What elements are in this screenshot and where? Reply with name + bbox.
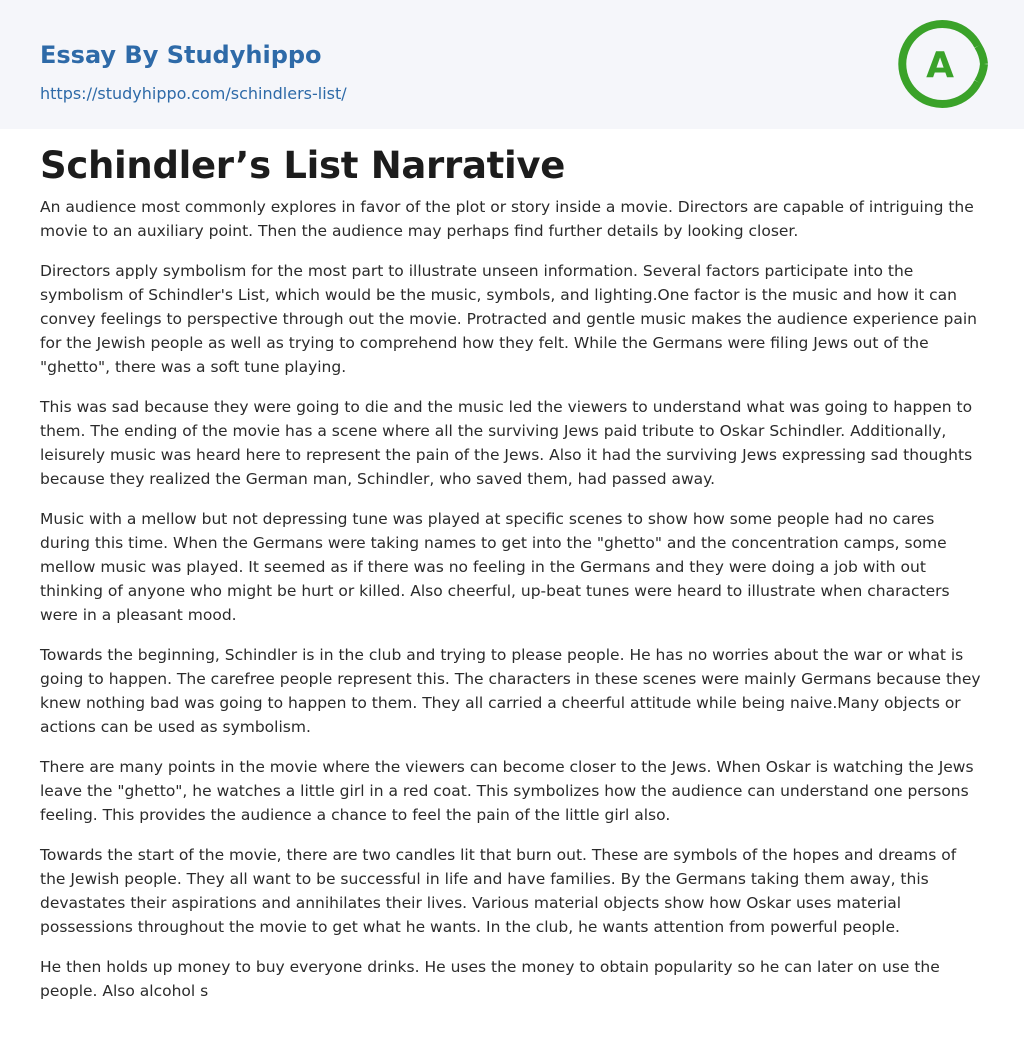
paragraph-2: Directors apply symbolism for the most part to illustrate unseen information. Several factors participate into the symbolism of Schindler's List, which would be the music, symbols, and lighting.One factor is the music and how it can convey feelings to perspective through out the movie. Protracted and gentle music makes the audience experience pain for the Jewish people as well as trying to comprehend how they felt. While the Germans were filing Jews out of the "ghetto", there was a soft tune playing. <box>40 262 977 376</box>
paragraph-8: He then holds up money to buy everyone drinks. He uses the money to obtain popularity so he can later on use the people. Also alcohol s <box>40 958 940 1000</box>
paragraph-7: Towards the start of the movie, there are two candles lit that burn out. These are symbols of the hopes and dreams of the Jewish people. They all want to be successful in life and have families. By the Germans taking them away, this devastates their aspirations and annihilates their lives. Various material objects show how Oskar uses material possessions throughout the movie to get what he wants. In the club, he wants attention from powerful people. <box>40 846 957 936</box>
source-url-link[interactable]: https://studyhippo.com/schindlers-list/ <box>40 84 347 103</box>
article-body <box>40 195 984 1019</box>
paragraph-5: Towards the beginning, Schindler is in the club and trying to please people. He has no worries about the war or what is going to happen. The carefree people represent this. The characters in these scenes were mainly Germans because they knew nothing bad was going to happen to them. They all carried a cheerful attitude while being naive.Many objects or actions can be used as symbolism. <box>40 646 981 736</box>
paragraph-4: Music with a mellow but not depressing tune was played at specific scenes to show how some people had no cares during this time. When the Germans were taking names to get into the "ghetto" and the concentration camps, some mellow music was played. It seemed as if there was no feeling in the Germans and they were doing a job with out thinking of anyone who might be hurt or killed. Also cheerful, up-beat tunes were heard to illustrate when characters were in a pleasant mood. <box>40 510 950 624</box>
site-brand[interactable]: Essay By Studyhippo <box>40 41 322 69</box>
circle-a-logo-icon[interactable] <box>896 16 992 112</box>
logo-letter: A <box>926 45 954 86</box>
paragraph-6: There are many points in the movie where the viewers can become closer to the Jews. When Oskar is watching the Jews leave the "ghetto", he watches a little girl in a red coat. This symbolizes how the audience can understand one persons feeling. This provides the audience a chance to feel the pain of the little girl also. <box>40 758 974 824</box>
paragraph-3: This was sad because they were going to die and the music led the viewers to understand what was going to happen to them. The ending of the movie has a scene where all the surviving Jews paid tribute to Oskar Schindler. Additionally, leisurely music was heard here to represent the pain of the Jews. Also it had the surviving Jews expressing sad thoughts because they realized the German man, Schindler, who saved them, had passed away. <box>40 398 973 488</box>
article-title: Schindler’s List Narrative <box>40 144 565 187</box>
page-header <box>0 0 1024 129</box>
paragraph-1: An audience most commonly explores in favor of the plot or story inside a movie. Directors are capable of intriguing the movie to an auxiliary point. Then the audience may perhaps find further details by looking closer. <box>40 198 974 240</box>
